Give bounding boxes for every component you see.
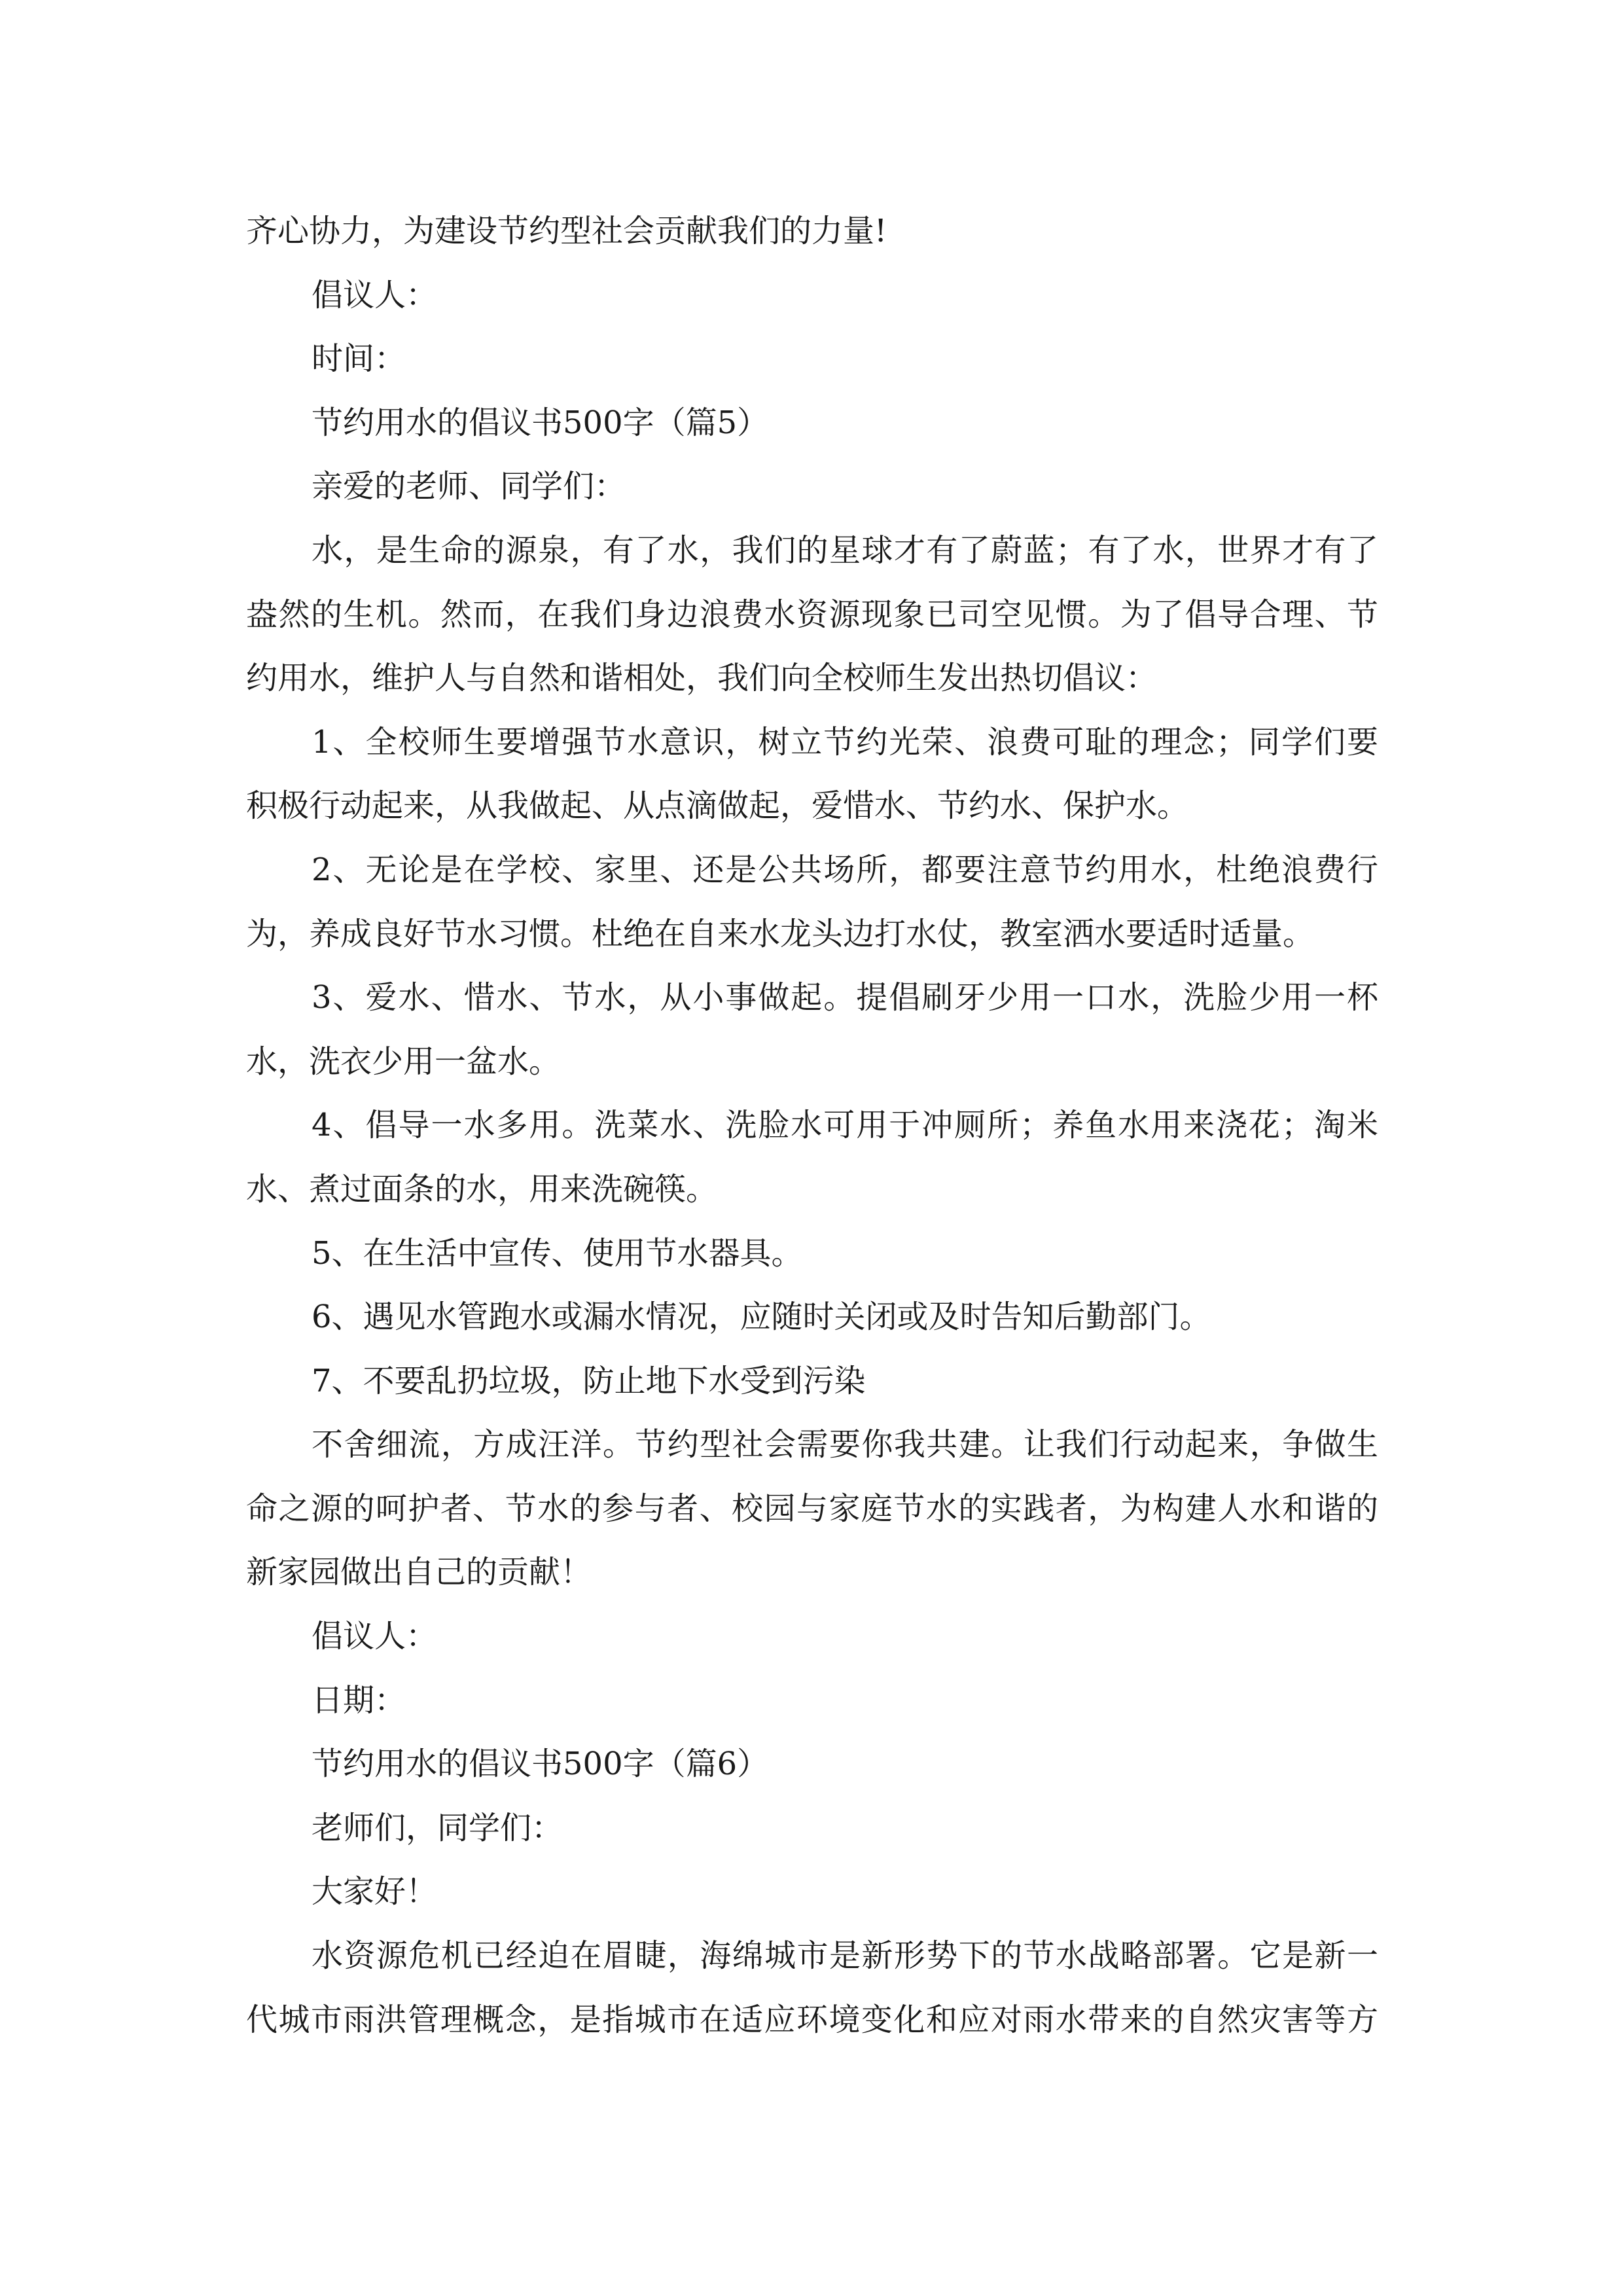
text-line: 水资源危机已经迫在眉睫，海绵城市是新形势下的节水战略部署。它是新一 xyxy=(312,1937,1378,1975)
text-line: 不舍细流，方成汪洋。节约型社会需要你我共建。让我们行动起来，争做生 xyxy=(312,1426,1378,1463)
section-heading: 节约用水的倡议书500字（篇6） xyxy=(312,1746,769,1783)
text-line: 代城市雨洪管理概念，是指城市在适应环境变化和应对雨水带来的自然灾害等方 xyxy=(246,2001,1378,2038)
text-line: 4、倡导一水多用。洗菜水、洗脸水可用于冲厕所；养鱼水用来浇花；淘米 xyxy=(312,1107,1378,1144)
text-line: 2、无论是在学校、家里、还是公共场所，都要注意节约用水，杜绝浪费行 xyxy=(312,851,1378,888)
date-label: 日期： xyxy=(312,1681,406,1719)
text-line: 新家园做出自己的贡献！ xyxy=(246,1554,592,1591)
text-line: 3、爱水、惜水、节水，从小事做起。提倡刷牙少用一口水，洗脸少用一杯 xyxy=(312,979,1378,1016)
text-line: 水，是生命的源泉，有了水，我们的星球才有了蔚蓝；有了水，世界才有了 xyxy=(312,531,1378,569)
text-line: 命之源的呵护者、节水的参与者、校园与家庭节水的实践者，为构建人水和谐的 xyxy=(246,1490,1378,1527)
salutation: 老师们，同学们： xyxy=(312,1809,563,1846)
greeting: 大家好！ xyxy=(312,1873,438,1910)
text-line: 倡议人： xyxy=(312,276,438,314)
signature-label: 倡议人： xyxy=(312,1618,438,1655)
text-line: 1、全校师生要增强节水意识，树立节约光荣、浪费可耻的理念；同学们要 xyxy=(312,723,1378,761)
text-line: 水，洗衣少用一盆水。 xyxy=(246,1043,561,1080)
text-line: 积极行动起来，从我做起、从点滴做起，爱惜水、节约水、保护水。 xyxy=(246,787,1189,825)
text-line: 6、遇见水管跑水或漏水情况，应随时关闭或及时告知后勤部门。 xyxy=(312,1299,1211,1336)
document-body xyxy=(246,200,1378,2052)
text-line: 7、不要乱扔垃圾，防止地下水受到污染 xyxy=(312,1362,866,1399)
section-heading: 节约用水的倡议书500字（篇5） xyxy=(312,404,769,441)
salutation: 亲爱的老师、同学们： xyxy=(312,468,626,505)
text-line: 时间： xyxy=(312,340,406,378)
text-line: 齐心协力，为建设节约型社会贡献我们的力量! xyxy=(246,213,887,249)
text-line: 5、在生活中宣传、使用节水器具。 xyxy=(312,1234,803,1272)
text-line: 约用水，维护人与自然和谐相处，我们向全校师生发出热切倡议： xyxy=(246,660,1158,697)
text-line: 水、煮过面条的水，用来洗碗筷。 xyxy=(246,1170,718,1208)
text-line: 为，养成良好节水习惯。杜绝在自来水龙头边打水仗，教室洒水要适时适量。 xyxy=(246,915,1315,952)
text-line: 盎然的生机。然而，在我们身边浪费水资源现象已司空见惯。为了倡导合理、节 xyxy=(246,596,1378,633)
